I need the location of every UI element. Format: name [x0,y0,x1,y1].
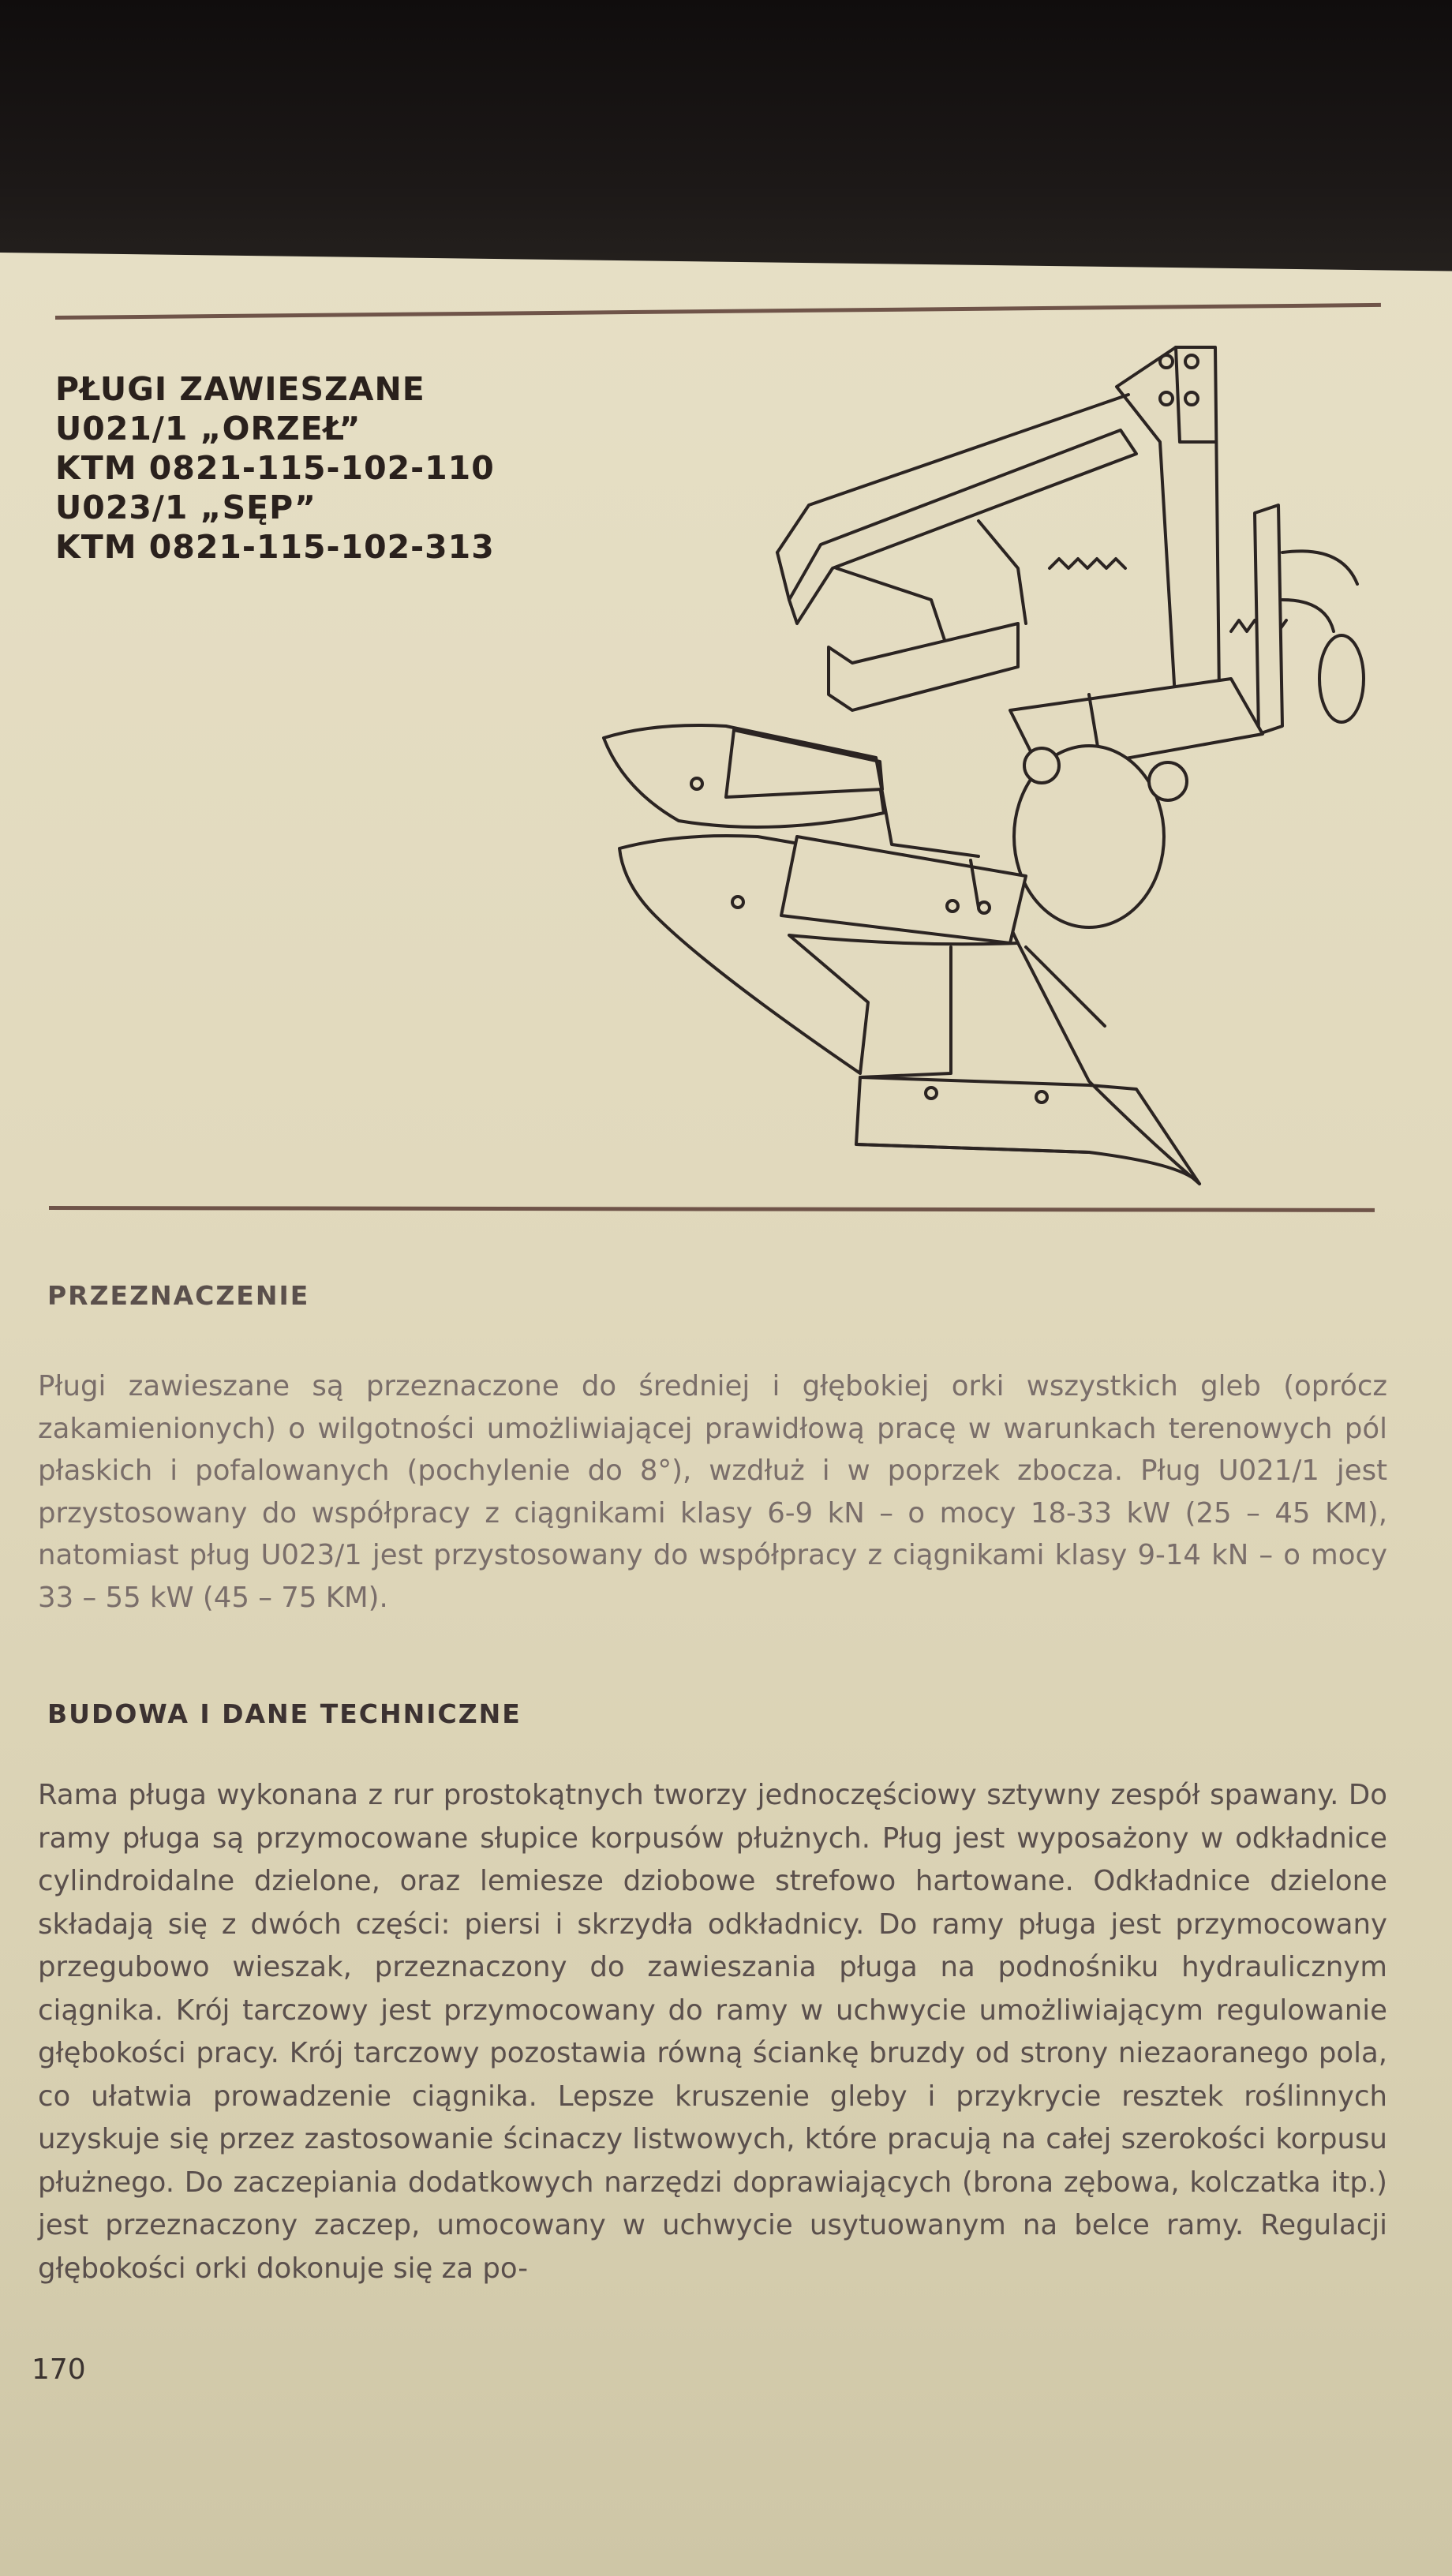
construction-heading: BUDOWA I DANE TECHNICZNE [47,1698,522,1729]
purpose-heading: PRZEZNACZENIE [47,1280,310,1311]
model-title-line: U023/1 „SĘP” [55,489,316,526]
mounted-plough-drawing-icon [584,331,1405,1192]
model-title-line: KTM 0821-115-102-313 [55,528,495,566]
page-number: 170 [32,2353,86,2386]
model-titles [55,369,560,567]
purpose-paragraph: Pługi zawieszane są przeznaczone do średniej i głębokiej orki wszystkich gleb (oprócz zakamienionych) o wilgotności umożliwiającej prawidłową pracę w warunkach terenowych pól płaskich i pofalowanych (pochylenie do 8°), wzdłuż i w poprzek zbocza. Pług U021/1 jest przystosowany do współpracy z ciągnikami klasy 6-9 kN – o mocy 18-33 kW (25 – 45 KM), natomiast pług U023/1 jest przystosowany do współpracy z ciągnikami klasy 9-14 kN – o mocy 33 – 55 kW (45 – 75 KM). [38,1370,1387,1614]
model-title-line: PŁUGI ZAWIESZANE [55,370,425,408]
construction-paragraph: Rama pługa wykonana z rur prostokątnych tworzy jednoczęściowy sztywny zespół spawany. Do ramy pługa są przymocowane słupice korpusów płużnych. Pług jest wyposażony w odkładnice cylindroidalne dzielone, oraz lemiesze dziobowe strefowo hartowane. Odkładnice dzielone składają się z dwóch części: piersi i skrzydła odkładnicy. Do ramy pługa jest przymocowany przegubowo wieszak, przeznaczony do zawieszania pługa na podnośniku hydraulicznym ciągnika. Krój tarczowy jest przymocowany do ramy w uchwycie umożliwiającym regulowanie głębokości pracy. Krój tarczowy pozostawia równą ściankę bruzdy od strony niezaoranego pola, co ułatwia prowadzenie ciągnika. Lepsze kruszenie gleby i przykrycie resztek roślinnych uzyskuje się przez zastosowanie ścinaczy listwowych, które pracują na całej szerokości korpusu płużnego. Do zaczepiania dodatkowych narzędzi doprawiających (brona zębowa, kolczatka itp.) jest przeznaczony zaczep, umocowany w uchwycie usytuowanym na belce ramy. Regulacji głębokości orki dokonuje się za po- [38,1779,1387,2285]
model-title-line: KTM 0821-115-102-110 [55,449,495,487]
model-title-line: U021/1 „ORZEŁ” [55,410,361,447]
